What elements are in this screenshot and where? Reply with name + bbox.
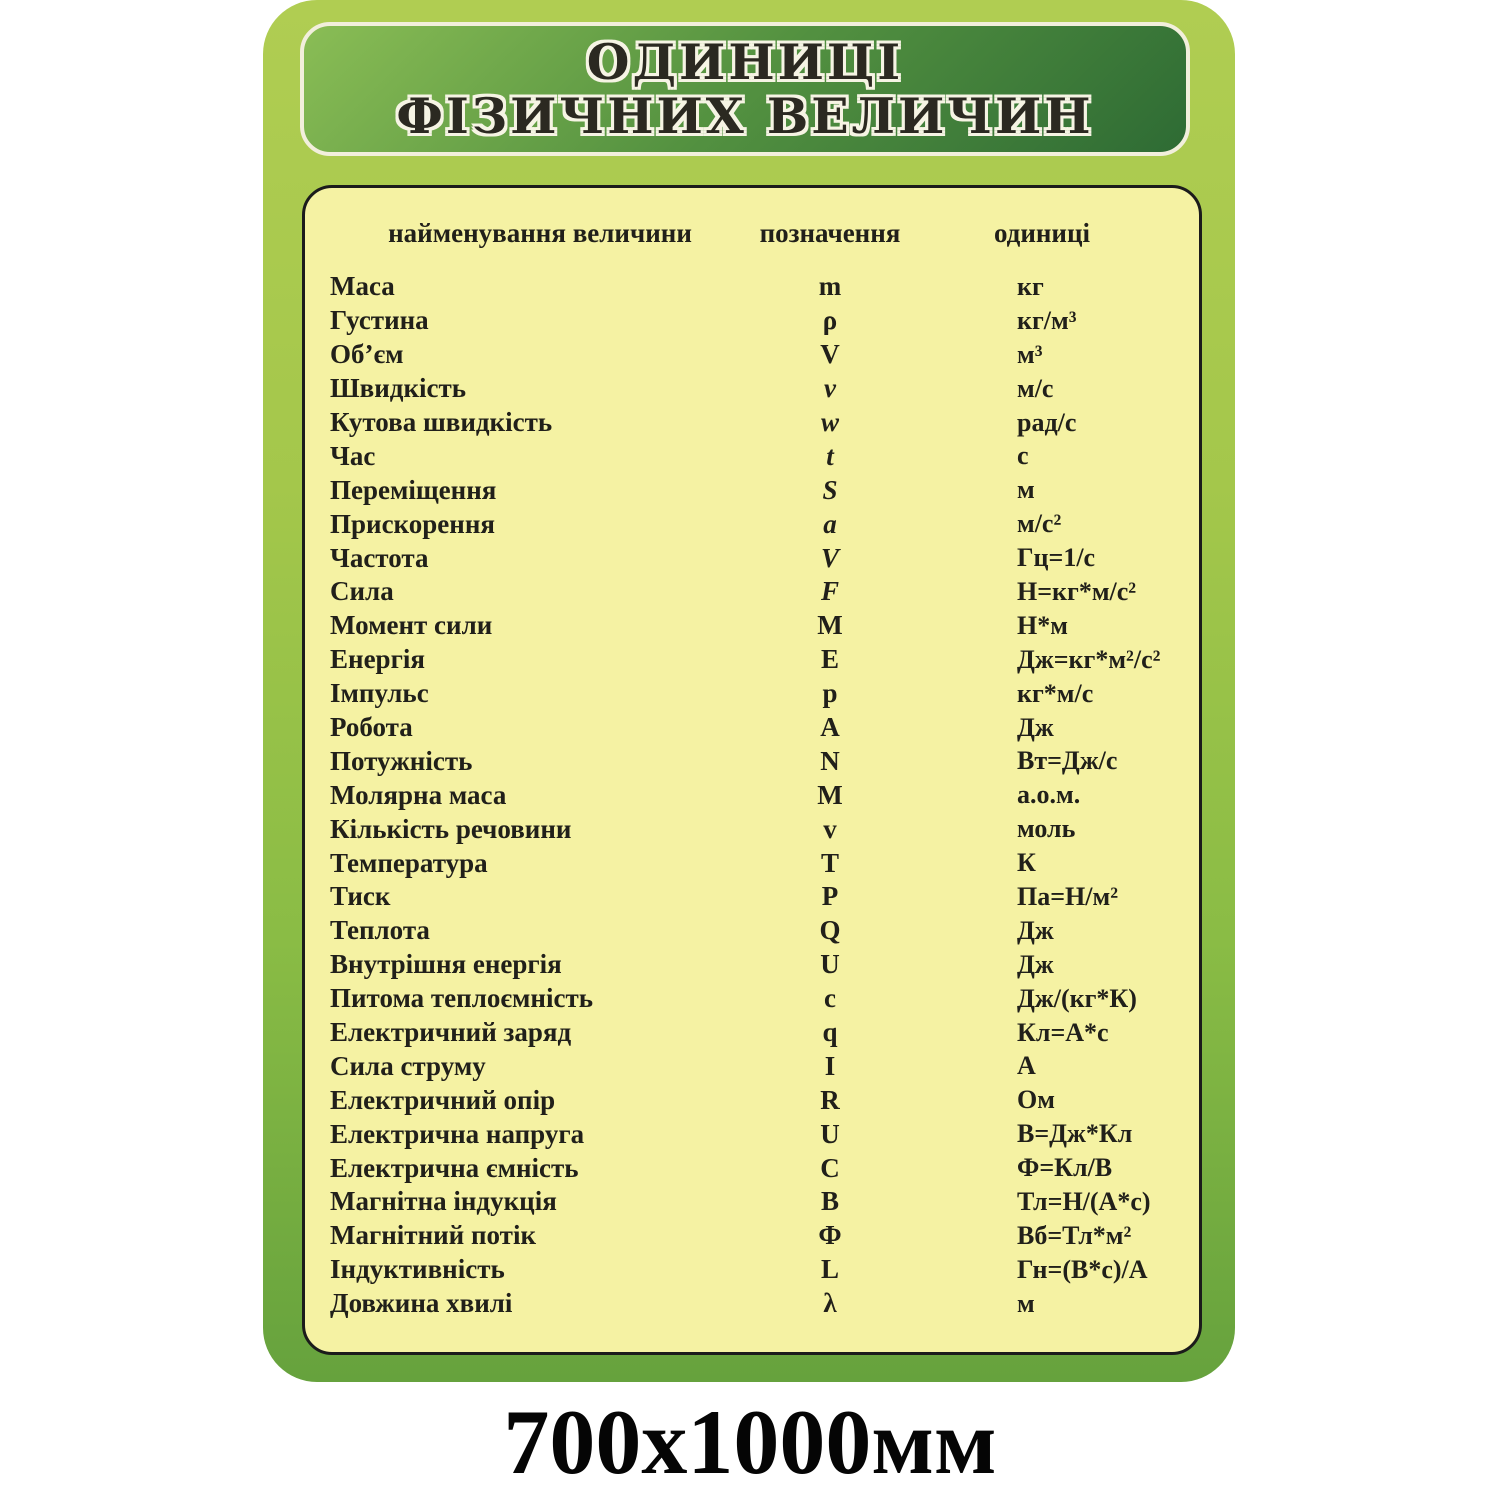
table-row bbox=[330, 372, 1174, 406]
table-row bbox=[330, 473, 1174, 507]
quantity-units: рад/с bbox=[1017, 407, 1077, 437]
quantity-units: Кл=А*с bbox=[1017, 1017, 1109, 1047]
size-caption: 700x1000мм bbox=[503, 1391, 997, 1493]
table-row bbox=[330, 1151, 1174, 1185]
quantity-name: Електрична ємність bbox=[330, 1152, 579, 1183]
table-row bbox=[330, 609, 1174, 643]
quantity-name: Внутрішня енергія bbox=[330, 949, 562, 980]
table-row bbox=[330, 812, 1174, 846]
quantity-name: Кутова швидкість bbox=[330, 407, 553, 437]
quantity-name: Робота bbox=[330, 712, 413, 743]
quantity-symbol: R bbox=[820, 1084, 840, 1115]
table-row bbox=[330, 643, 1174, 677]
quantity-name: Час bbox=[330, 440, 376, 471]
quantity-name: Питома теплоємність bbox=[330, 983, 593, 1014]
quantity-units: Н*м bbox=[1017, 610, 1068, 640]
table-row bbox=[330, 541, 1174, 575]
quantity-symbol: q bbox=[822, 1017, 838, 1048]
quantity-name: Тиск bbox=[330, 881, 391, 912]
table-row bbox=[330, 507, 1174, 541]
table-row bbox=[330, 677, 1174, 711]
quantity-units: В=Дж*Кл bbox=[1017, 1119, 1133, 1149]
quantity-symbol: Q bbox=[819, 915, 841, 946]
table-row bbox=[330, 948, 1174, 982]
table-row bbox=[330, 575, 1174, 609]
quantity-symbol: A bbox=[820, 712, 840, 743]
quantity-symbol: Ф bbox=[818, 1220, 842, 1251]
quantity-units: Ф=Кл/В bbox=[1017, 1153, 1113, 1183]
quantity-name: Магнітна індукція bbox=[330, 1186, 557, 1217]
quantity-units: м³ bbox=[1017, 339, 1043, 369]
quantity-symbol: T bbox=[820, 847, 839, 878]
table-row bbox=[330, 914, 1174, 948]
quantity-units: Ом bbox=[1017, 1085, 1055, 1115]
quantity-symbol: I bbox=[824, 1050, 836, 1081]
quantity-symbol: a bbox=[823, 508, 837, 539]
table-row bbox=[330, 1219, 1174, 1253]
quantity-units: К bbox=[1017, 848, 1036, 878]
table-row bbox=[330, 1016, 1174, 1050]
quantity-name: Маса bbox=[330, 271, 395, 302]
table-row bbox=[330, 744, 1174, 778]
quantity-symbol: V bbox=[820, 542, 839, 573]
quantity-symbol: ρ bbox=[822, 305, 838, 336]
quantity-symbol: c bbox=[824, 983, 836, 1014]
quantity-units: А bbox=[1017, 1051, 1036, 1081]
quantity-symbol: U bbox=[820, 1118, 840, 1149]
quantity-symbol: M bbox=[817, 779, 843, 810]
quantity-units: Дж bbox=[1017, 915, 1054, 945]
quantity-name: Молярна маса bbox=[330, 779, 507, 810]
quantity-units: Вб=Тл*м² bbox=[1017, 1220, 1132, 1250]
table-row bbox=[330, 1117, 1174, 1151]
quantity-name: Об’єм bbox=[330, 339, 404, 370]
quantity-symbol: L bbox=[820, 1254, 839, 1285]
quantity-symbol: m bbox=[818, 271, 842, 302]
table-row bbox=[330, 1083, 1174, 1117]
units-table-panel bbox=[302, 185, 1202, 1355]
header-quantity-name: найменування величини bbox=[388, 218, 692, 248]
quantity-units: Вт=Дж/с bbox=[1017, 746, 1118, 776]
table-header-row bbox=[330, 202, 1174, 264]
quantity-units: м/с bbox=[1017, 373, 1054, 403]
quantity-name: Електричний заряд bbox=[330, 1017, 572, 1048]
quantity-symbol: U bbox=[820, 949, 840, 980]
quantity-units: Гн=(В*с)/А bbox=[1017, 1254, 1148, 1284]
title-banner bbox=[300, 22, 1190, 156]
quantity-name: Кількість речовини bbox=[330, 813, 572, 844]
quantity-units: моль bbox=[1017, 814, 1076, 844]
quantity-symbol: E bbox=[820, 644, 839, 675]
header-symbol: позначення bbox=[759, 218, 901, 248]
quantity-symbol: λ bbox=[823, 1288, 837, 1319]
table-row bbox=[330, 982, 1174, 1016]
quantity-name: Індуктивність bbox=[330, 1254, 505, 1285]
quantity-symbol: t bbox=[826, 440, 834, 471]
table-row bbox=[330, 1287, 1174, 1321]
quantity-units: Дж/(кг*К) bbox=[1017, 983, 1137, 1013]
quantity-units: Гц=1/с bbox=[1017, 543, 1096, 573]
quantity-units: кг bbox=[1017, 271, 1044, 301]
poster-board bbox=[263, 0, 1235, 1382]
table-row bbox=[330, 1049, 1174, 1083]
quantity-name: Сила bbox=[330, 576, 394, 607]
quantity-name: Частота bbox=[330, 542, 429, 573]
quantity-units: а.о.м. bbox=[1017, 780, 1081, 810]
quantity-symbol: F bbox=[820, 576, 839, 607]
table-rows bbox=[330, 270, 1174, 1321]
quantity-name: Густина bbox=[330, 305, 429, 336]
header-units: одиниці bbox=[993, 218, 1091, 248]
quantity-units: м bbox=[1017, 1288, 1035, 1318]
quantity-units: Тл=Н/(А*с) bbox=[1017, 1186, 1151, 1216]
quantity-units: м bbox=[1017, 475, 1035, 505]
quantity-name: Електрична напруга bbox=[330, 1118, 585, 1149]
quantity-symbol: N bbox=[820, 745, 840, 776]
quantity-units: Дж bbox=[1017, 949, 1054, 979]
table-row bbox=[330, 270, 1174, 304]
poster-title-line-2: ФІЗИЧНИХ ВЕЛИЧИН bbox=[396, 87, 1094, 145]
table-row bbox=[330, 304, 1174, 338]
quantity-units: кг/м³ bbox=[1017, 305, 1077, 335]
table-row bbox=[330, 1253, 1174, 1287]
quantity-name: Швидкість bbox=[330, 373, 467, 404]
quantity-symbol: P bbox=[821, 881, 839, 912]
quantity-symbol: S bbox=[822, 474, 838, 505]
quantity-name: Електричний опір bbox=[330, 1084, 556, 1115]
table-row bbox=[330, 338, 1174, 372]
quantity-symbol: B bbox=[820, 1186, 839, 1217]
quantity-symbol: v bbox=[823, 813, 837, 844]
quantity-name: Імпульс bbox=[330, 678, 429, 709]
quantity-name: Сила струму bbox=[330, 1050, 486, 1081]
table-row bbox=[330, 711, 1174, 745]
quantity-units: кг*м/с bbox=[1017, 678, 1094, 708]
quantity-units: Н=кг*м/с² bbox=[1017, 576, 1137, 606]
quantity-symbol: v bbox=[824, 373, 836, 404]
quantity-name: Температура bbox=[330, 847, 488, 878]
table-row bbox=[330, 439, 1174, 473]
quantity-units: м/с² bbox=[1017, 509, 1062, 539]
table-row bbox=[330, 880, 1174, 914]
quantity-units: Па=Н/м² bbox=[1017, 881, 1118, 911]
quantity-name: Енергія bbox=[330, 644, 425, 675]
quantity-units: Дж=кг*м²/с² bbox=[1017, 644, 1161, 674]
quantity-name: Теплота bbox=[330, 915, 430, 946]
quantity-name: Момент сили bbox=[330, 610, 493, 641]
quantity-symbol: w bbox=[820, 407, 839, 437]
quantity-units: с bbox=[1017, 441, 1029, 471]
quantity-symbol: V bbox=[820, 339, 840, 370]
quantity-name: Довжина хвилі bbox=[330, 1288, 513, 1319]
table-row bbox=[330, 778, 1174, 812]
table-row bbox=[330, 406, 1174, 440]
quantity-symbol: M bbox=[817, 610, 843, 641]
poster-title-line-1: ОДИНИЦІ bbox=[586, 33, 904, 91]
quantity-name: Прискорення bbox=[330, 508, 495, 539]
quantity-name: Магнітний потік bbox=[330, 1220, 537, 1251]
quantity-name: Переміщення bbox=[330, 474, 497, 505]
table-row bbox=[330, 846, 1174, 880]
quantity-name: Потужність bbox=[330, 745, 473, 776]
quantity-symbol: C bbox=[820, 1152, 840, 1183]
quantity-symbol: p bbox=[822, 678, 838, 709]
quantity-units: Дж bbox=[1017, 712, 1054, 742]
table-row bbox=[330, 1185, 1174, 1219]
